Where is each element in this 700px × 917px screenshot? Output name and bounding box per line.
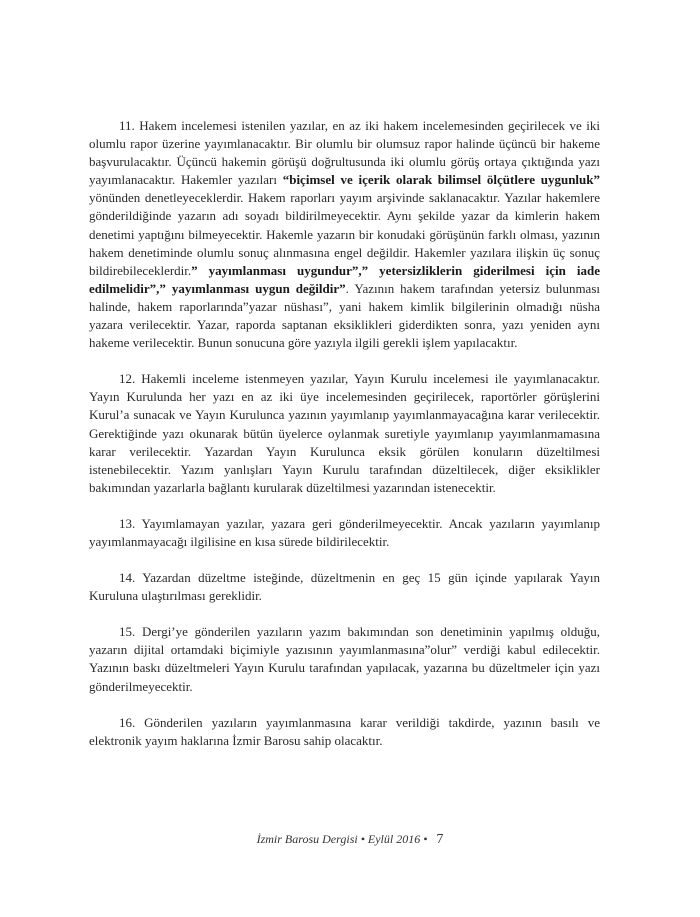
text-run: 15. Dergi’ye gönderilen yazıların yazım bakımından son denetiminin yapılmış olduğu, yazarın dijital ortamdaki biçimiyle yazısının yayımlanmasına”olur” verdiği kabul edilecektir. Yazının baskı düzeltmeleri Yayın Kurulu tarafından yapılacak, yazarına bu düzeltmeler için yazı gönderilmeyecektir. <box>89 624 600 694</box>
text-run: yönünden denetleyeceklerdir. Hakem raporları yayım arşivinde saklanacaktır. Yazılar hakemlere gönderildiğinde yazarın adı soyadı bildirilmeyecektir. Aynı şekilde yazar da kimlerin hakem denetimi yaptığını bilmeyecektir. Hakemle yazarın bir konudaki görüşünün farklı olması, yazının hakem denetiminde olumlu sonuç alınmasına engel değildir. Hakemler yazılara ilişkin üç sonuç bildirebileceklerdir. <box>89 190 600 278</box>
text-run: . Yazının hakem tarafından yetersiz bulunması halinde, hakem raporlarında”yazar nüshası”, yani hakem kimlik bilgilerinin olmadığı nüsha yazara verilecektir. Yazar, raporda saptanan eksiklikleri giderdikten sonra, yazı yeniden aynı hakeme verilecektir. Bunun sonucuna göre yazıyla ilgili gerekli işlem yapılacaktır. <box>89 280 600 351</box>
page-number: 7 <box>436 832 444 847</box>
text-run: 16. Gönderilen yazıların yayımlanmasına karar verildiği takdirde, yazının basılı ve elektronik yayım haklarına İzmir Barosu sahip olacaktır. <box>89 714 600 748</box>
page-footer <box>0 832 700 848</box>
journal-name: İzmir Barosu Dergisi • Eylül 2016 • <box>256 832 428 846</box>
paragraph-11 <box>89 117 600 352</box>
body-text <box>89 117 600 768</box>
text-run: 13. Yayımlamayan yazılar, yazara geri gönderilmeyecektir. Ancak yazıların yayımlanıp yayımlanmayacağı ilgilisine en kısa sürede bildirilecektir. <box>89 515 600 549</box>
paragraph-16 <box>89 714 600 750</box>
text-run: 14. Yazardan düzeltme isteğinde, düzeltmenin en geç 15 gün içinde yapılarak Yayın Kuruluna ulaştırılması gereklidir. <box>89 570 600 604</box>
paragraph-12 <box>89 370 600 497</box>
bold-text-run: ” yayımlanması uygundur”,” yetersizliklerin giderilmesi için iade edilmelidir”,” yayımlanması uygun değildir” <box>89 262 600 296</box>
paragraph-14 <box>89 569 600 605</box>
text-run: 12. Hakemli inceleme istenmeyen yazılar, Yayın Kurulu incelemesi ile yayımlanacaktır. Yayın Kurulunda her yazı en az iki üye incelemesinden geçirilecek, raportörler görüşlerini Kurul’a sunacak ve Yayın Kurulunca yazının yayımlanıp yayımlanmayacağına karar verilecektir. Gerektiğinde yazı okunarak bütün üyelerce oylanmak suretiyle yayımlanıp yayımlanmamasına karar verilecektir. Yazardan Yayın Kurulunca eksik görülen konuların düzeltilmesi istenebilecektir. Yazım yanlışları Yayın Kurulu tarafından düzeltilecek, diğer eksiklikler bakımından yazarlarla bağlantı kurularak düzeltilmesi yazarından istenecektir. <box>89 371 600 495</box>
text-run: 11. Hakem incelemesi istenilen yazılar, en az iki hakem incelemesinden geçirilecek ve iki olumlu rapor üzerine yayımlanacaktır. Bir olumlu bir olumsuz rapor halinde üçüncü bir hakeme başvurulacaktır. Üçüncü hakemin görüşü doğrultusunda iki olumlu görüş ortaya çıktığında yazı yayımlanacaktır. Hakemler yazıları <box>89 118 600 188</box>
paragraph-13 <box>89 515 600 551</box>
bold-text-run: “biçimsel ve içerik olarak bilimsel ölçütlere uygunluk” <box>282 172 600 188</box>
paragraph-15 <box>89 623 600 695</box>
